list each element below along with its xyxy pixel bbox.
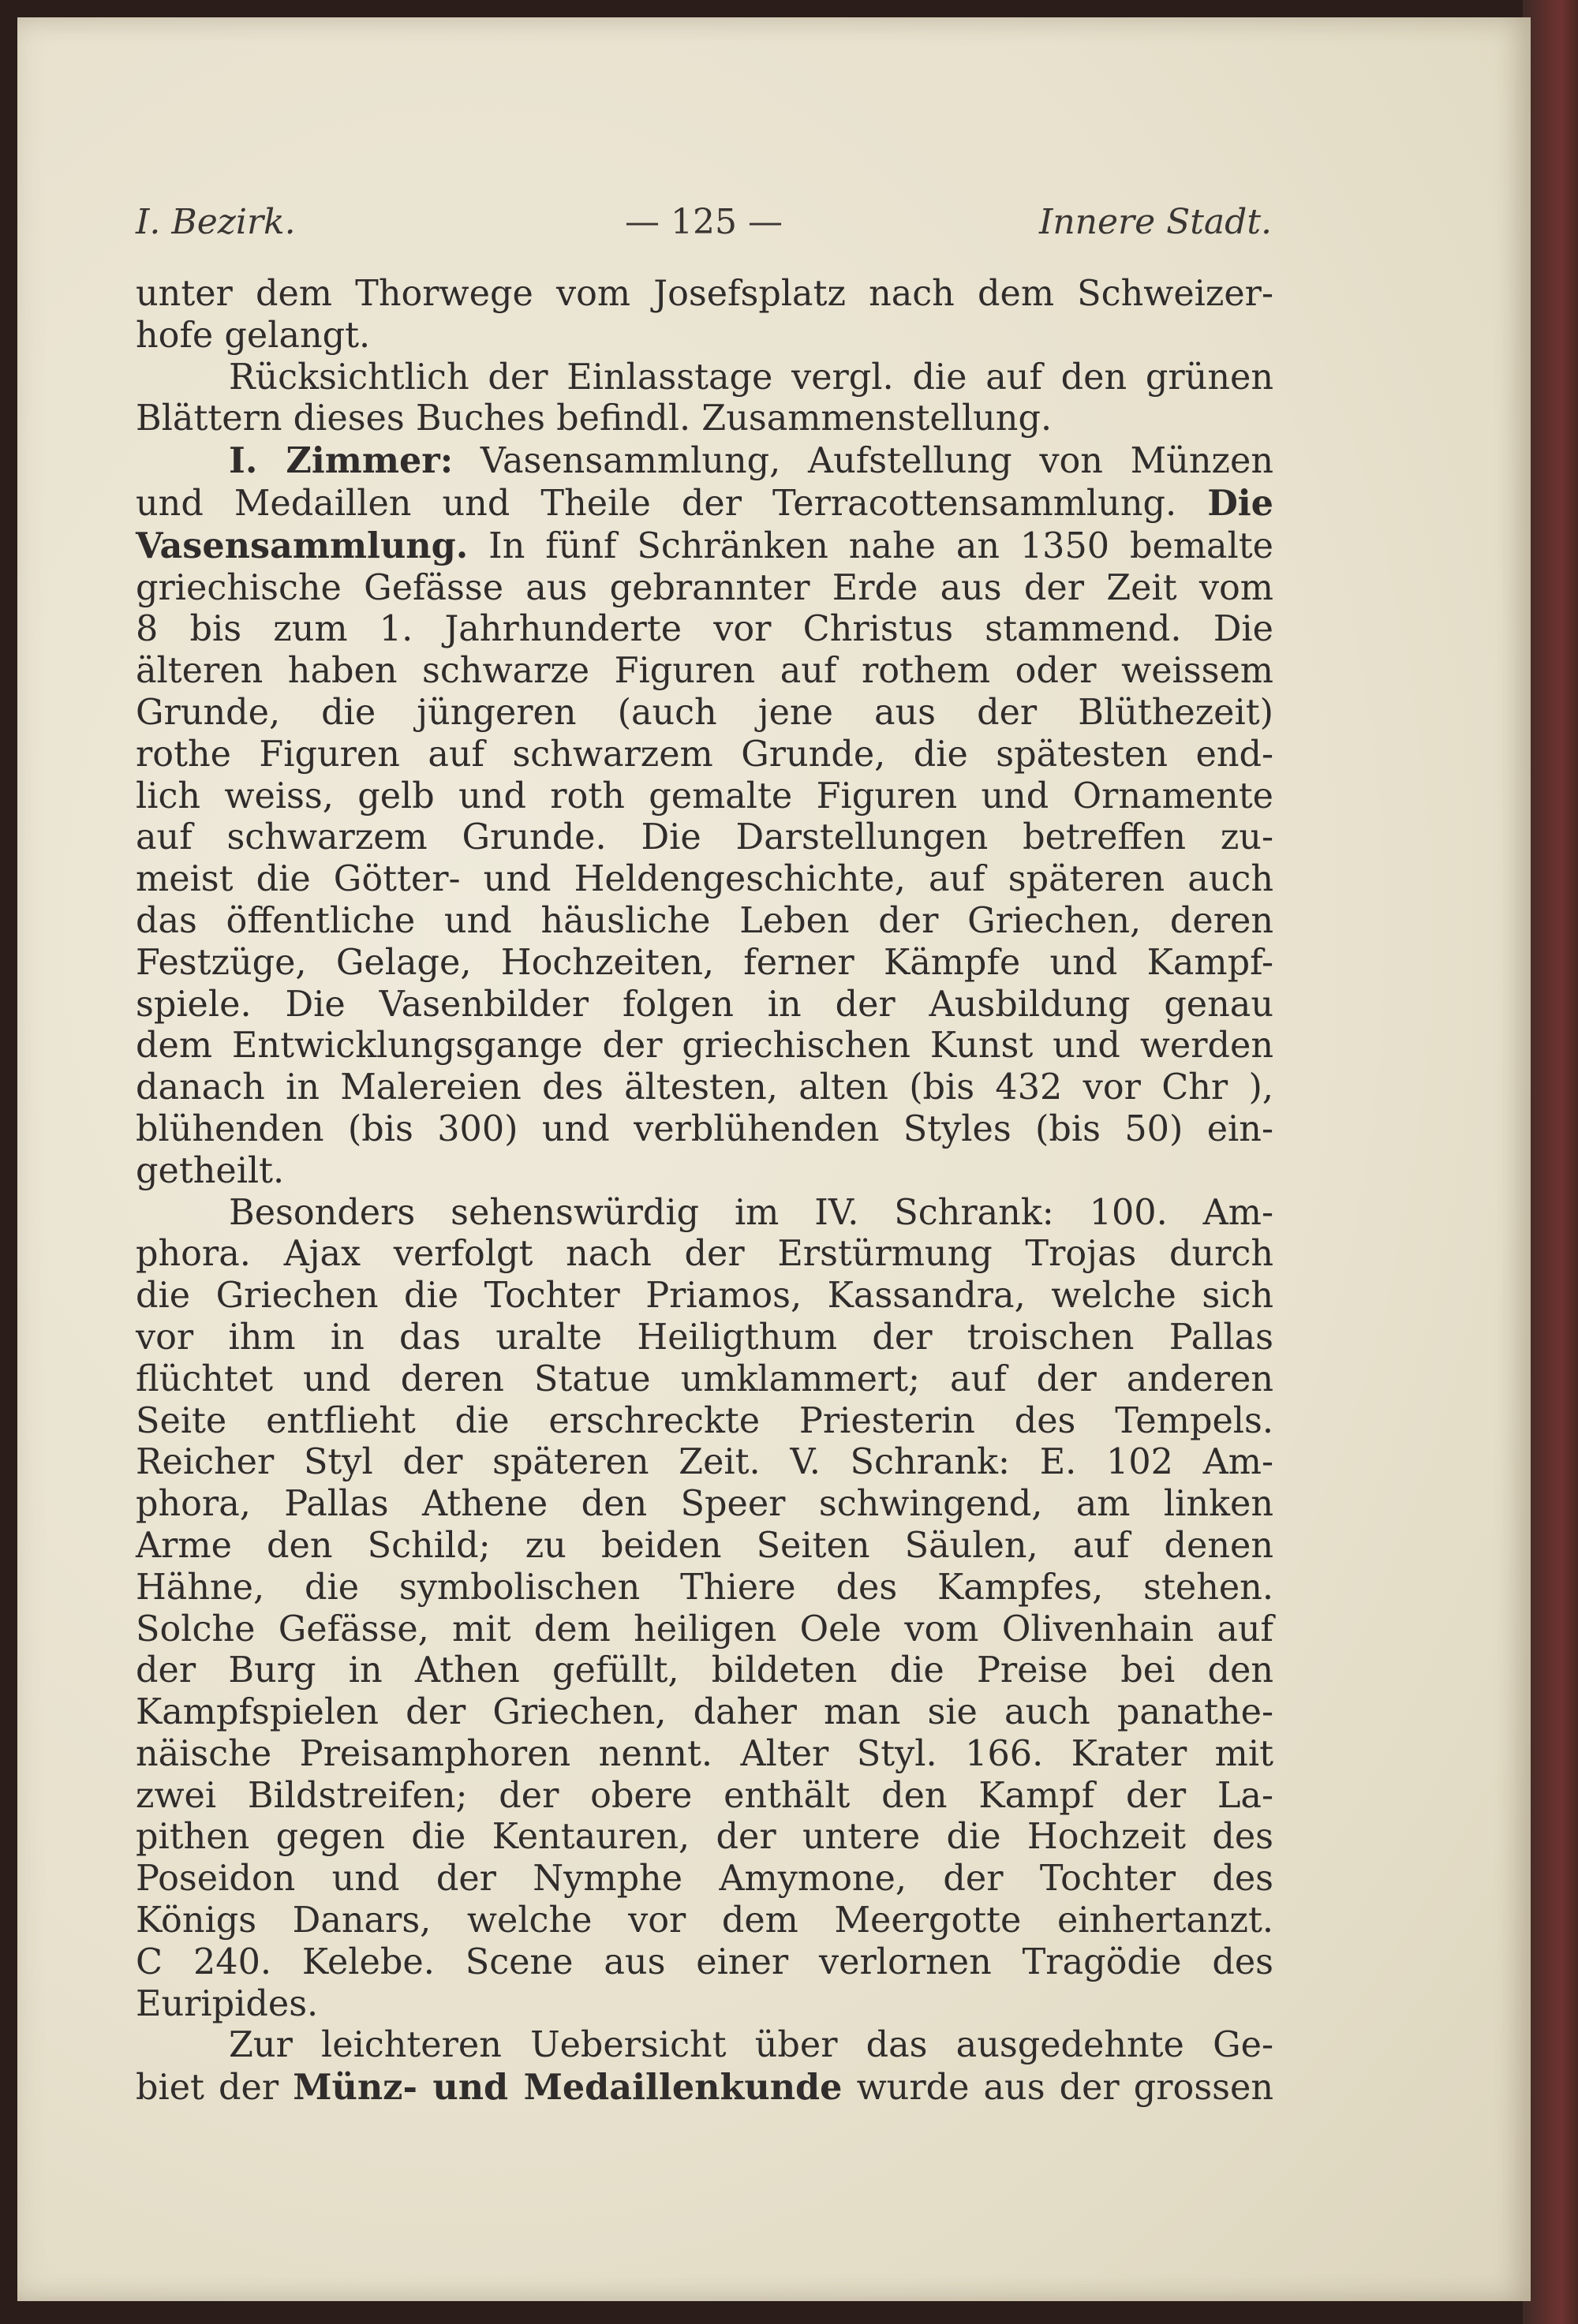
text-line: Seite entflieht die erschreckte Priesterin des Tempels.	[136, 1400, 1273, 1441]
text-line: meist die Götter- und Heldengeschichte, auf späteren auch	[136, 859, 1273, 900]
collection-heading-cont: Vasensammlung.	[136, 525, 469, 566]
text-line: pithen gegen die Kentauren, der untere die Hochzeit des	[136, 1817, 1273, 1858]
text-line: blühenden (bis 300) und verblühenden Styles (bis 50) ein-	[136, 1108, 1273, 1149]
text-line: phora, Pallas Athene den Speer schwingend, am linken	[136, 1484, 1273, 1525]
book-page	[17, 17, 1531, 2301]
text-line: C 240. Kelebe. Scene aus einer verlornen Tragödie des	[136, 1941, 1273, 1982]
text-line: Euripides.	[136, 1983, 319, 2024]
text-line: unter dem Thorwege vom Josefsplatz nach dem Schweizer-	[136, 274, 1273, 314]
text-line: Blättern dieses Buches befindl. Zusammenstellung.	[136, 398, 1053, 439]
text-line: Poseidon und der Nymphe Amymone, der Tochter des	[136, 1859, 1273, 1900]
running-header	[136, 199, 1272, 254]
text-line: näische Preisamphoren nennt. Alter Styl. 166. Krater mit	[136, 1733, 1273, 1774]
text-line: Rücksichtlich der Einlasstage vergl. die auf den grünen	[229, 357, 1273, 398]
text-line: Arme den Schild; zu beiden Seiten Säulen, auf denen	[136, 1525, 1273, 1566]
text-line: zwei Bildstreifen; der obere enthält den Kampf der La-	[136, 1775, 1273, 1816]
text-line: rothe Figuren auf schwarzem Grunde, die spätesten end-	[136, 734, 1273, 775]
text-line: der Burg in Athen gefüllt, bildeten die Preise bei den	[136, 1650, 1273, 1691]
text-line: älteren haben schwarze Figuren auf rothem oder weissem	[136, 651, 1273, 692]
collection-heading: Die	[1207, 482, 1273, 524]
text-line: biet der Münz- und Medaillenkunde wurde aus der grossen	[136, 2067, 1274, 2109]
text-line: Kampfspielen der Griechen, daher man sie auch panathe-	[136, 1692, 1273, 1733]
text-line: Grunde, die jüngeren (auch jene aus der Blüthezeit)	[136, 692, 1273, 733]
page-number: — 125 —	[625, 202, 783, 242]
text-line: Festzüge, Gelage, Hochzeiten, ferner Kämpfe und Kampf-	[136, 942, 1273, 983]
room-heading: I. Zimmer:	[229, 440, 454, 482]
text-line: Königs Danars, welche vor dem Meergotte einhertanzt.	[136, 1900, 1273, 1941]
header-section: Innere Stadt.	[1038, 202, 1272, 242]
text-line: dem Entwicklungsgange der griechischen Kunst und werden	[136, 1026, 1273, 1067]
coin-heading: Münz- und Medaillenkunde	[293, 2067, 843, 2109]
text-line: I. Zimmer: Vasensammlung, Aufstellung von Münzen	[229, 440, 1273, 482]
text-line: Vasensammlung. In fünf Schränken nahe an 1350 bemalte	[136, 525, 1273, 566]
text-line: die Griechen die Tochter Priamos, Kassandra, welche sich	[136, 1276, 1273, 1317]
text-line: danach in Malereien des ältesten, alten (bis 432 vor Chr ),	[136, 1067, 1273, 1108]
text-line: das öffentliche und häusliche Leben der Griechen, deren	[136, 900, 1273, 941]
text-line: getheilt.	[136, 1150, 285, 1191]
text-line: Besonders sehenswürdig im IV. Schrank: 100. Am-	[229, 1192, 1273, 1233]
text-line: Zur leichteren Uebersicht über das ausgedehnte Ge-	[229, 2025, 1273, 2066]
text-line: Reicher Styl der späteren Zeit. V. Schrank: E. 102 Am-	[136, 1442, 1273, 1483]
text-line: flüchtet und deren Statue umklammert; auf der anderen	[136, 1358, 1273, 1399]
text-line: und Medaillen und Theile der Terracottensammlung. Die	[136, 482, 1273, 524]
text-line: auf schwarzem Grunde. Die Darstellungen betreffen zu-	[136, 817, 1273, 858]
text-line: spiele. Die Vasenbilder folgen in der Ausbildung genau	[136, 984, 1273, 1025]
body-text	[136, 274, 1273, 2109]
book-binding-edge	[1523, 0, 1578, 2324]
text-line: 8 bis zum 1. Jahrhunderte vor Christus stammend. Die	[136, 609, 1273, 650]
header-district: I. Bezirk.	[136, 202, 296, 242]
text-line: griechische Gefässe aus gebrannter Erde aus der Zeit vom	[136, 567, 1273, 608]
text-line: hofe gelangt.	[136, 315, 371, 356]
text-line: phora. Ajax verfolgt nach der Erstürmung Trojas durch	[136, 1234, 1273, 1275]
text-line: lich weiss, gelb und roth gemalte Figuren und Ornamente	[136, 775, 1273, 816]
text-line: Solche Gefässe, mit dem heiligen Oele vom Olivenhain auf	[136, 1608, 1273, 1650]
text-line: vor ihm in das uralte Heiligthum der troischen Pallas	[136, 1317, 1273, 1358]
text-line: Hähne, die symbolischen Thiere des Kampfes, stehen.	[136, 1567, 1273, 1608]
